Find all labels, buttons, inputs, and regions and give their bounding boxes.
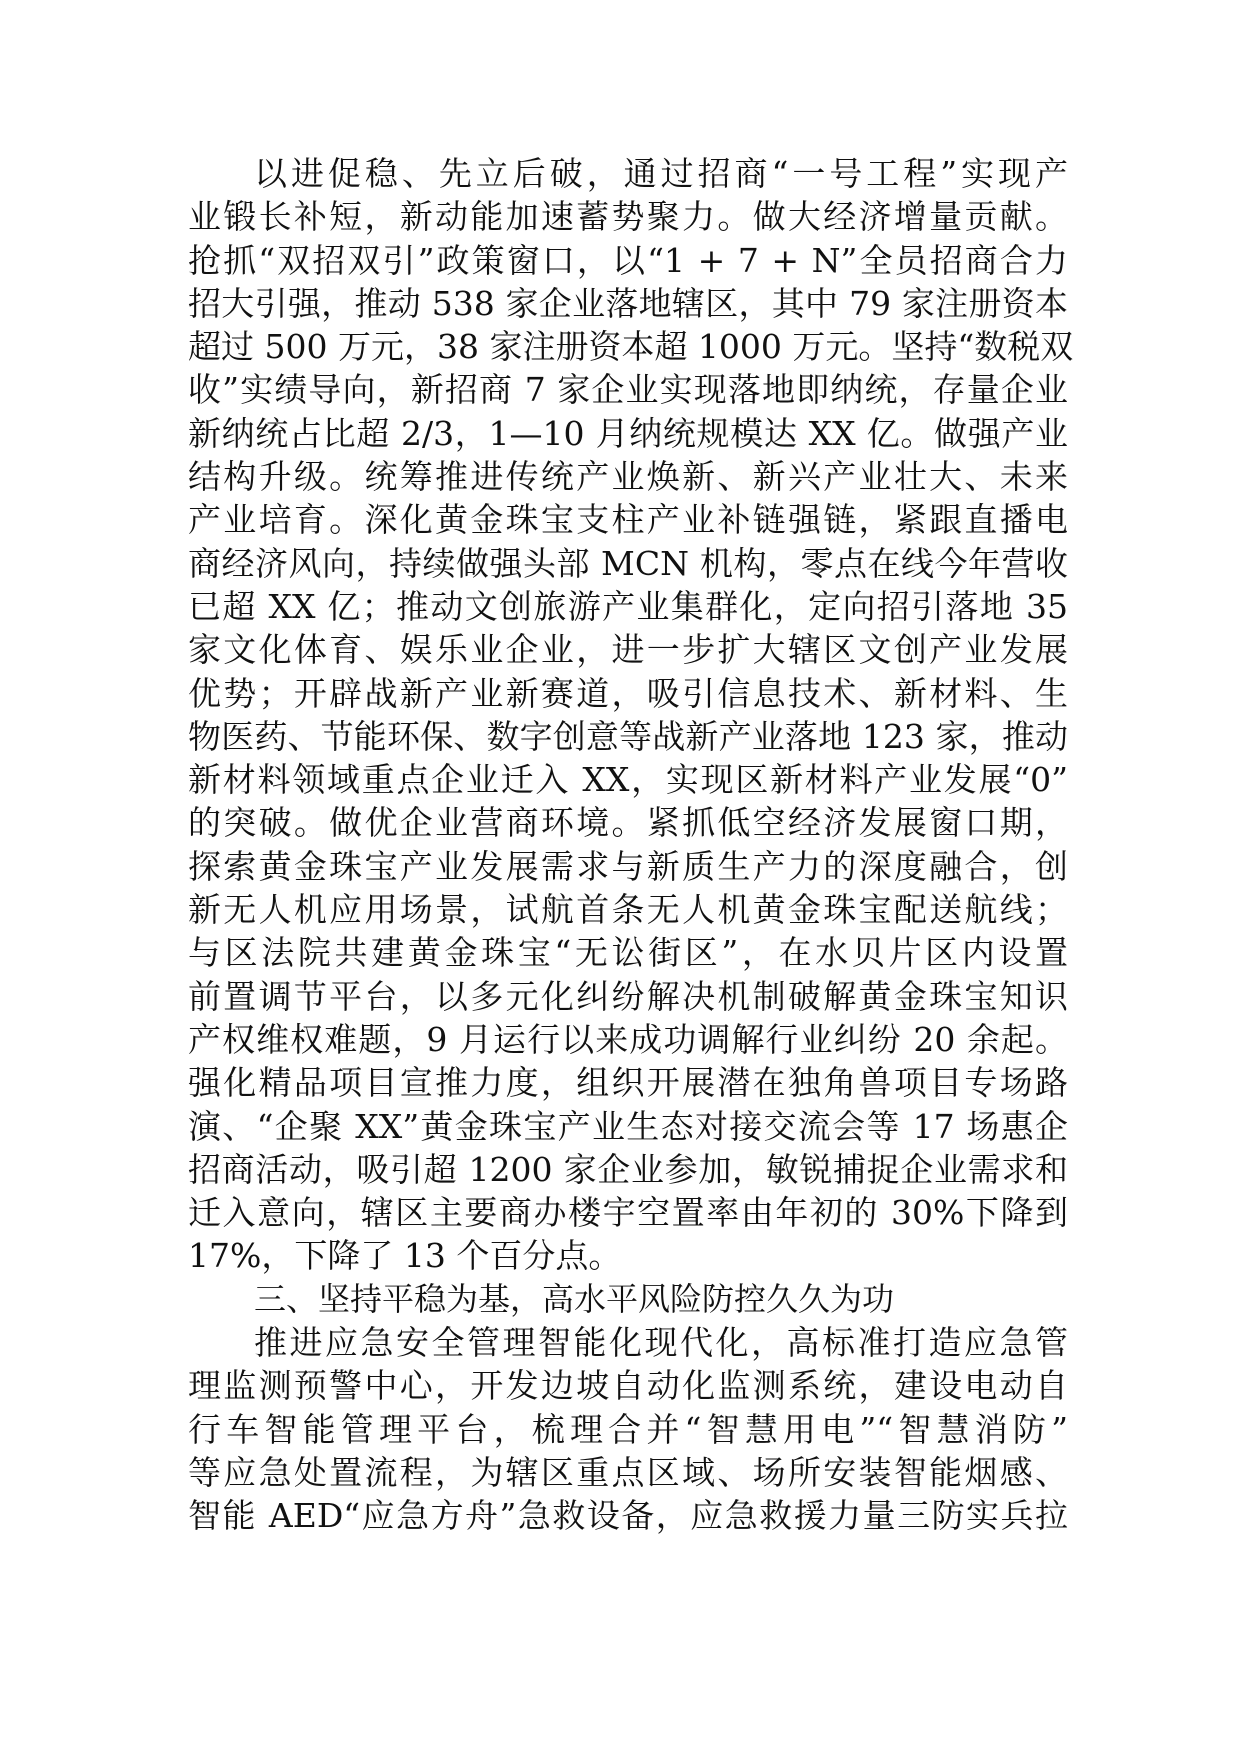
text-line: 招商活动，吸引超 1200 家企业参加，敏锐捕捉企业需求和 [188,1149,1068,1189]
body-text [188,152,1074,1538]
paragraph-investment [188,152,1074,1278]
text-line: 结构升级。统筹推进传统产业焕新、新兴产业壮大、未来 [188,457,1068,497]
text-line: 新纳统占比超 2/3，1—10 月纳统规模达 XX 亿。做强产业 [188,413,1068,453]
text-line: 收”实绩导向，新招商 7 家企业实现落地即纳统，存量企业 [188,370,1068,410]
text-line: 优势；开辟战新产业新赛道，吸引信息技术、新材料、生 [188,673,1068,713]
text-line: 的突破。做优企业营商环境。紧抓低空经济发展窗口期， [188,803,1068,843]
text-line: 业锻长补短，新动能加速蓄势聚力。做大经济增量贡献。 [188,197,1068,237]
text-line: 迁入意向，辖区主要商办楼宇空置率由年初的 30%下降到 [188,1193,1068,1233]
text-line: 理监测预警中心，开发边坡自动化监测系统，建设电动自 [188,1366,1068,1406]
text-line: 等应急处置流程，为辖区重点区域、场所安装智能烟感、 [188,1452,1068,1492]
text-line: 强化精品项目宣推力度，组织开展潜在独角兽项目专场路 [188,1063,1068,1103]
text-line: 与区法院共建黄金珠宝“无讼街区”，在水贝片区内设置 [188,933,1068,973]
text-line: 智能 AED“应急方舟”急救设备，应急救援力量三防实兵拉 [188,1496,1068,1536]
text-line: 产权维权难题，9 月运行以来成功调解行业纠纷 20 余起。 [188,1019,1068,1059]
text-line: 演、“企聚 XX”黄金珠宝产业生态对接交流会等 17 场惠企 [188,1106,1068,1146]
text-line: 新无人机应用场景，试航首条无人机黄金珠宝配送航线； [188,890,1068,930]
text-line: 产业培育。深化黄金珠宝支柱产业补链强链，紧跟直播电 [188,500,1068,540]
text-line: 家文化体育、娱乐业企业，进一步扩大辖区文创产业发展 [188,630,1068,670]
text-line: 17%，下降了 13 个百分点。 [188,1236,622,1276]
text-line: 行车智能管理平台，梳理合并“智慧用电”“智慧消防” [188,1409,1068,1449]
text-line: 商经济风向，持续做强头部 MCN 机构，零点在线今年营收 [188,543,1068,583]
text-line: 前置调节平台，以多元化纠纷解决机制破解黄金珠宝知识 [188,976,1068,1016]
text-line: 超过 500 万元，38 家注册资本超 1000 万元。坚持“数税双 [188,327,1074,367]
paragraph-emergency-management [188,1321,1068,1537]
text-line: 抢抓“双招双引”政策窗口，以“1 + 7 + N”全员招商合力 [188,240,1068,280]
text-line: 招大引强，推动 538 家企业落地辖区，其中 79 家注册资本 [188,283,1068,323]
text-line: 推进应急安全管理智能化现代化，高标准打造应急管 [254,1323,1068,1363]
text-line: 新材料领域重点企业迁入 XX，实现区新材料产业发展“0” [188,760,1068,800]
text-line: 已超 XX 亿；推动文创旅游产业集群化，定向招引落地 35 [188,586,1068,626]
section-heading: 三、坚持平稳为基，高水平风险防控久久为功 [254,1279,895,1318]
text-line: 物医药、节能环保、数字创意等战新产业落地 123 家，推动 [188,716,1068,756]
text-line: 探索黄金珠宝产业发展需求与新质生产力的深度融合，创 [188,846,1068,886]
text-line: 以进促稳、先立后破，通过招商“一号工程”实现产 [254,154,1068,193]
